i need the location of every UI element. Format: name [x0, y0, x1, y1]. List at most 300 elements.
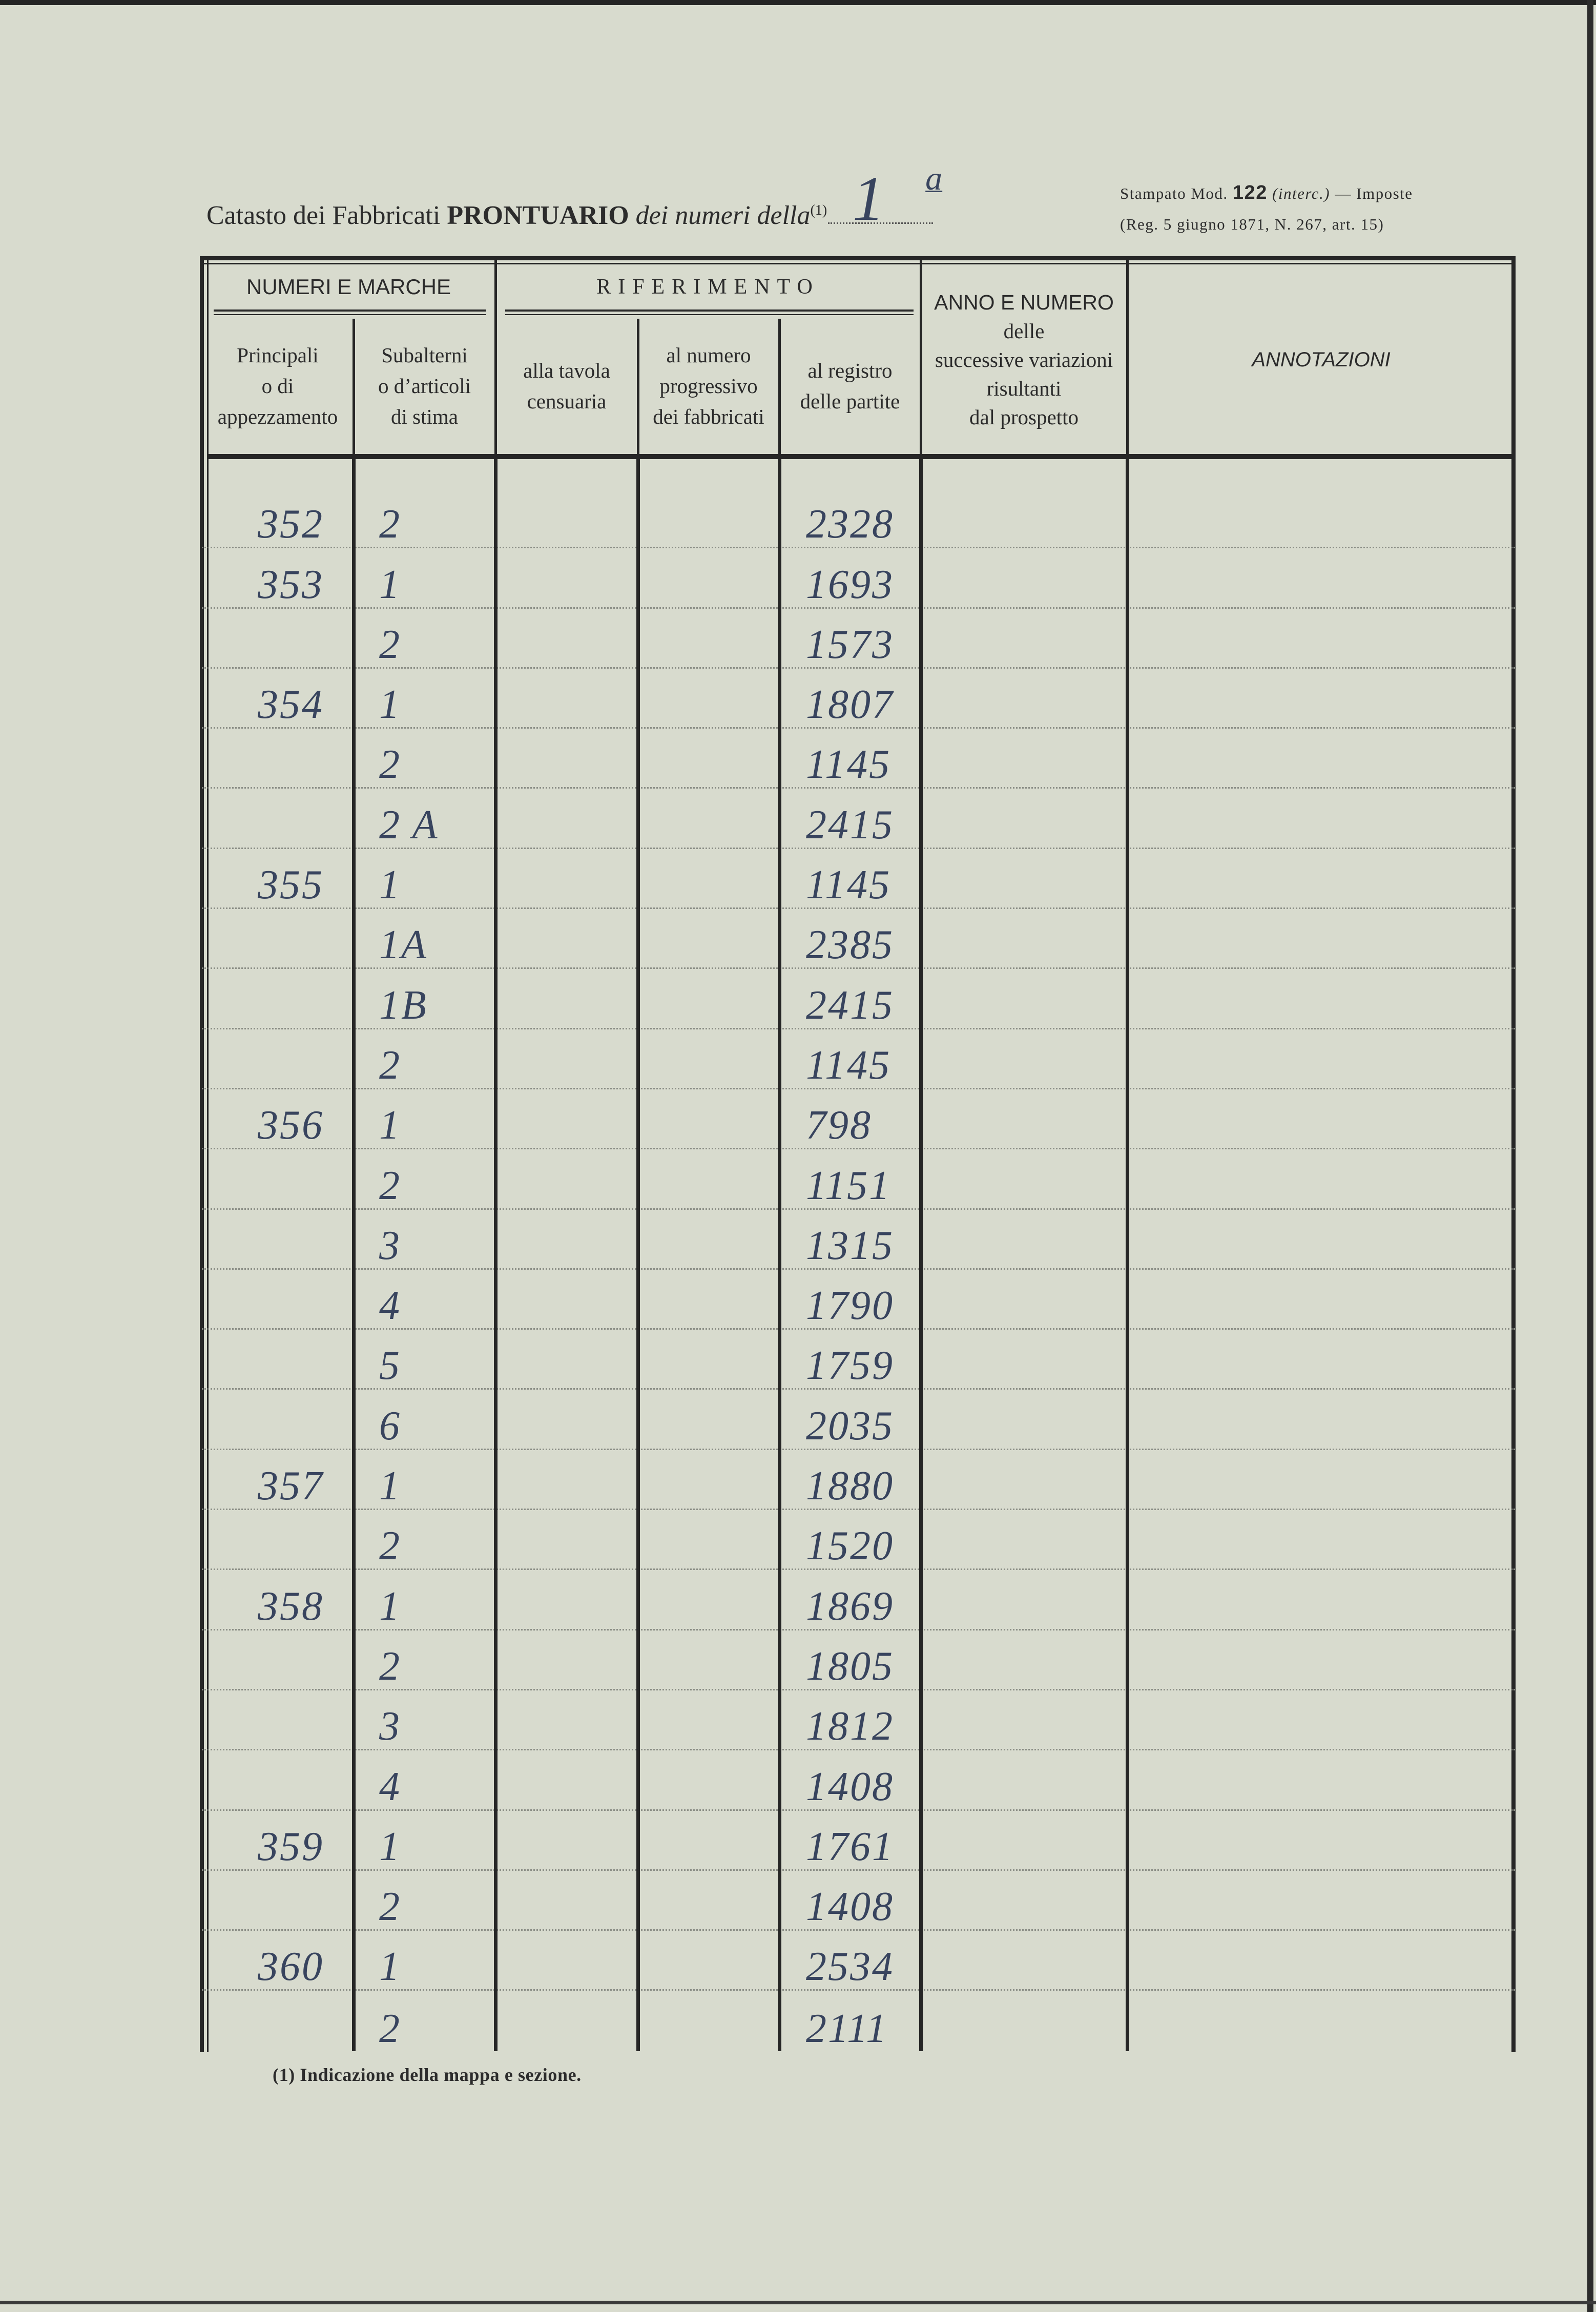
principale-cell [202, 849, 354, 907]
subalterno-cell [354, 1811, 495, 1869]
variazioni-cell [921, 1029, 1127, 1088]
table-row [202, 729, 1515, 789]
handwritten-subalterno: 3 [379, 1223, 401, 1268]
variazioni-cell [921, 1089, 1127, 1148]
column-rule [1126, 259, 1129, 456]
subalterno-cell [354, 1149, 495, 1208]
handwritten-registro: 1408 [806, 1764, 894, 1809]
principale-cell [202, 1871, 354, 1929]
registro-cell [779, 789, 921, 847]
title-prontuario: PRONTUARIO [447, 201, 629, 230]
tavola-cell [495, 969, 638, 1027]
handwritten-registro: 1573 [806, 622, 894, 667]
header-tavola-line: censuaria [527, 389, 607, 413]
tavola-cell [495, 1510, 638, 1568]
principale-cell [202, 609, 354, 667]
tavola-cell [495, 1210, 638, 1268]
registro-cell [779, 1270, 921, 1328]
tavola-cell [495, 1330, 638, 1388]
handwritten-subalterno: 2 [379, 1643, 401, 1689]
annotazioni-cell [1127, 1270, 1515, 1328]
table-row [202, 1931, 1515, 1991]
header-tavola [495, 319, 638, 453]
registro-cell [779, 1630, 921, 1689]
variazioni-cell [921, 1991, 1127, 2051]
variazioni-cell [921, 1330, 1127, 1388]
section-leader [828, 160, 943, 234]
table-row [202, 1991, 1515, 2051]
header-principali [202, 319, 354, 453]
header-separator [209, 454, 1511, 459]
registro-cell [779, 969, 921, 1027]
subalterno-cell [354, 1450, 495, 1509]
handwritten-registro: 1790 [806, 1283, 894, 1329]
column-rule [637, 319, 639, 456]
variazioni-cell [921, 1390, 1127, 1448]
handwritten-subalterno: 2 A [379, 802, 439, 848]
table-row [202, 1390, 1515, 1450]
progressivo-cell [638, 1390, 779, 1448]
subalterno-cell [354, 609, 495, 667]
column-rule [778, 459, 781, 2051]
principale-cell [202, 789, 354, 847]
registro-cell [779, 1690, 921, 1749]
table-body [202, 488, 1515, 2051]
subalterno-cell [354, 789, 495, 847]
variazioni-cell [921, 1510, 1127, 1568]
table-row [202, 1270, 1515, 1330]
registro-cell [779, 1390, 921, 1448]
print-info-model: 122 [1232, 182, 1268, 203]
tavola-cell [495, 1390, 638, 1448]
subalterno-cell [354, 669, 495, 727]
header-progressivo [638, 319, 779, 453]
subalterno-cell [354, 1089, 495, 1148]
footnote: (1) Indicazione della mappa e sezione. [273, 2065, 582, 2085]
table-row [202, 1330, 1515, 1390]
progressivo-cell [638, 969, 779, 1027]
progressivo-cell [638, 1270, 779, 1328]
annotazioni-cell [1127, 1991, 1515, 2051]
annotazioni-cell [1127, 488, 1515, 547]
progressivo-cell [638, 1450, 779, 1509]
handwritten-registro: 2415 [806, 982, 894, 1028]
principale-cell [202, 969, 354, 1027]
column-rule [352, 459, 356, 2051]
column-rule [353, 319, 355, 456]
tavola-cell [495, 849, 638, 907]
handwritten-registro: 2415 [806, 802, 894, 848]
table-row [202, 1089, 1515, 1149]
progressivo-cell [638, 1149, 779, 1208]
column-rule [494, 259, 497, 456]
table-top-border-thin [200, 263, 1516, 264]
handwritten-registro: 2111 [806, 2006, 888, 2051]
header-riferimento-underline [505, 309, 914, 315]
annotazioni-cell [1127, 669, 1515, 727]
registro-cell [779, 1570, 921, 1628]
handwritten-subalterno: 1B [379, 982, 428, 1028]
registro-cell [779, 1871, 921, 1929]
subalterno-cell [354, 849, 495, 907]
handwritten-subalterno: 1 [379, 1103, 401, 1148]
annotazioni-cell [1127, 1690, 1515, 1749]
handwritten-subalterno: 1 [379, 1463, 401, 1509]
handwritten-registro: 2534 [806, 1944, 894, 1990]
handwritten-subalterno: 1 [379, 862, 401, 908]
variazioni-cell [921, 1630, 1127, 1689]
principale-cell [202, 1630, 354, 1689]
progressivo-cell [638, 1871, 779, 1929]
tavola-cell [495, 1270, 638, 1328]
progressivo-cell [638, 488, 779, 547]
print-info-stampato: Stampato Mod. [1120, 184, 1228, 202]
handwritten-registro: 2035 [806, 1403, 894, 1449]
variazioni-cell [921, 488, 1127, 547]
variazioni-cell [921, 548, 1127, 607]
header-riferimento: RIFERIMENTO [596, 275, 820, 299]
tavola-cell [495, 1089, 638, 1148]
handwritten-registro: 1408 [806, 1884, 894, 1930]
annotazioni-cell [1127, 1390, 1515, 1448]
handwritten-registro: 1145 [806, 742, 892, 788]
principale-cell [202, 1390, 354, 1448]
handwritten-subalterno: 6 [379, 1403, 401, 1449]
tavola-cell [495, 1811, 638, 1869]
variazioni-cell [921, 1871, 1127, 1929]
progressivo-cell [638, 1570, 779, 1628]
progressivo-cell [638, 909, 779, 967]
variazioni-cell [921, 909, 1127, 967]
header-annotazioni: ANNOTAZIONI [1252, 348, 1391, 371]
registro-cell [779, 729, 921, 787]
principale-cell [202, 548, 354, 607]
header-variazioni-line: dal prospetto [969, 405, 1079, 429]
progressivo-cell [638, 1089, 779, 1148]
tavola-cell [495, 1991, 638, 2051]
header-variazioni-line: delle [1003, 319, 1045, 343]
principale-cell [202, 1690, 354, 1749]
handwritten-principale: 357 [258, 1463, 324, 1509]
registro-cell [779, 1149, 921, 1208]
tavola-cell [495, 1570, 638, 1628]
handwritten-registro: 2385 [806, 922, 894, 968]
progressivo-cell [638, 1029, 779, 1088]
annotazioni-cell [1127, 1510, 1515, 1568]
progressivo-cell [638, 1330, 779, 1388]
header-tavola-line: alla tavola [523, 359, 610, 382]
annotazioni-cell [1127, 849, 1515, 907]
handwritten-principale: 354 [258, 682, 324, 728]
handwritten-registro: 1805 [806, 1643, 894, 1689]
variazioni-cell [921, 1210, 1127, 1268]
progressivo-cell [638, 789, 779, 847]
subalterno-cell [354, 909, 495, 967]
variazioni-cell [921, 1750, 1127, 1809]
progressivo-cell [638, 849, 779, 907]
annotazioni-cell [1127, 1330, 1515, 1388]
subalterno-cell [354, 729, 495, 787]
registro-cell [779, 849, 921, 907]
progressivo-cell [638, 669, 779, 727]
table-row [202, 1149, 1515, 1209]
table-row [202, 849, 1515, 909]
variazioni-cell [921, 1931, 1127, 1989]
principale-cell [202, 1991, 354, 2051]
header-subalterni-line: o d’articoli [378, 374, 471, 398]
handwritten-principale: 359 [258, 1824, 324, 1869]
progressivo-cell [638, 609, 779, 667]
progressivo-cell [638, 1630, 779, 1689]
column-rule [919, 459, 923, 2051]
tavola-cell [495, 609, 638, 667]
tavola-cell [495, 1931, 638, 1989]
subalterno-cell [354, 1390, 495, 1448]
column-rule [494, 459, 498, 2051]
principale-cell [202, 488, 354, 547]
registro-cell [779, 1330, 921, 1388]
variazioni-cell [921, 789, 1127, 847]
principale-cell [202, 1089, 354, 1148]
variazioni-cell [921, 1570, 1127, 1628]
table-row [202, 609, 1515, 669]
column-rule [636, 459, 640, 2051]
handwritten-subalterno: 3 [379, 1704, 401, 1749]
annotazioni-cell [1127, 609, 1515, 667]
tavola-cell [495, 488, 638, 547]
subalterno-cell [354, 1570, 495, 1628]
variazioni-cell [921, 969, 1127, 1027]
principale-cell [202, 669, 354, 727]
subalterno-cell [354, 1630, 495, 1689]
progressivo-cell [638, 1510, 779, 1568]
principale-cell [202, 1149, 354, 1208]
table-row [202, 1630, 1515, 1690]
document-title [206, 160, 943, 234]
header-principali-line: appezzamento [217, 405, 338, 428]
print-info-interc: (interc.) [1272, 184, 1331, 202]
annotazioni-cell [1127, 969, 1515, 1027]
handwritten-subalterno: 2 [379, 622, 401, 667]
table-row [202, 1871, 1515, 1931]
variazioni-cell [921, 849, 1127, 907]
variazioni-cell [921, 1270, 1127, 1328]
principale-cell [202, 1330, 354, 1388]
handwritten-registro: 1759 [806, 1343, 894, 1389]
handwritten-subalterno: 4 [379, 1283, 401, 1329]
progressivo-cell [638, 1690, 779, 1749]
header-subalterni-line: Subalterni [381, 343, 468, 367]
footnote-reference: (1) [810, 202, 827, 218]
header-variazioni-line: ANNO E NUMERO [934, 291, 1114, 314]
handwritten-principale: 356 [258, 1103, 324, 1148]
subalterno-cell [354, 1510, 495, 1568]
column-rule [920, 259, 922, 456]
handwritten-registro: 1812 [806, 1704, 894, 1749]
tavola-cell [495, 669, 638, 727]
registro-cell [779, 909, 921, 967]
principale-cell [202, 1931, 354, 1989]
tavola-cell [495, 1450, 638, 1509]
header-variazioni [921, 265, 1127, 454]
table-row [202, 789, 1515, 849]
subalterno-cell [354, 969, 495, 1027]
table-row [202, 669, 1515, 729]
table-row [202, 1029, 1515, 1089]
principale-cell [202, 1450, 354, 1509]
handwritten-registro: 1145 [806, 1042, 892, 1088]
table-row [202, 1450, 1515, 1510]
registro-cell [779, 1991, 921, 2051]
print-info-imposte: — Imposte [1335, 184, 1413, 202]
principale-cell [202, 909, 354, 967]
annotazioni-cell [1127, 789, 1515, 847]
annotazioni-cell [1127, 729, 1515, 787]
header-variazioni-line: successive variazioni [935, 348, 1113, 371]
handwritten-registro: 1880 [806, 1463, 894, 1509]
progressivo-cell [638, 1210, 779, 1268]
header-numeri-underline [214, 309, 486, 315]
title-catasto: Catasto dei Fabbricati [206, 201, 441, 230]
subalterno-cell [354, 1871, 495, 1929]
handwritten-registro: 1869 [806, 1583, 894, 1629]
print-info-regulation: (Reg. 5 giugno 1871, N. 267, art. 15) [1120, 215, 1384, 233]
handwritten-subalterno: 2 [379, 502, 401, 547]
handwritten-subalterno: 1 [379, 562, 401, 607]
principale-cell [202, 729, 354, 787]
tavola-cell [495, 1149, 638, 1208]
table-row [202, 909, 1515, 969]
handwritten-subalterno: 2 [379, 1884, 401, 1930]
table-row [202, 1510, 1515, 1570]
variazioni-cell [921, 729, 1127, 787]
handwritten-registro: 1315 [806, 1223, 894, 1268]
subalterno-cell [354, 1029, 495, 1088]
table-row [202, 1210, 1515, 1270]
handwritten-subalterno: 1 [379, 1583, 401, 1629]
subalterno-cell [354, 1931, 495, 1989]
handwritten-subalterno: 2 [379, 1163, 401, 1208]
handwritten-registro: 1807 [806, 682, 894, 728]
header-progressivo-line: progressivo [659, 374, 758, 398]
annotazioni-cell [1127, 1750, 1515, 1809]
header-registro-line: al registro [807, 359, 893, 382]
annotazioni-cell [1127, 1570, 1515, 1628]
scan-edge-top [0, 0, 1596, 5]
progressivo-cell [638, 1931, 779, 1989]
handwritten-subalterno: 1 [379, 682, 401, 728]
tavola-cell [495, 1750, 638, 1809]
principale-cell [202, 1270, 354, 1328]
header-principali-line: Principali [237, 343, 319, 367]
handwritten-subalterno: 5 [379, 1343, 401, 1389]
tavola-cell [495, 1690, 638, 1749]
variazioni-cell [921, 1811, 1127, 1869]
handwritten-principale: 358 [258, 1583, 324, 1629]
variazioni-cell [921, 669, 1127, 727]
table-row [202, 1690, 1515, 1750]
header-variazioni-line: risultanti [986, 377, 1062, 400]
subalterno-cell [354, 548, 495, 607]
title-numeri: dei numeri della [635, 201, 811, 230]
handwritten-subalterno: 1 [379, 1944, 401, 1990]
variazioni-cell [921, 1450, 1127, 1509]
column-rule [1126, 459, 1129, 2051]
handwritten-registro: 1151 [806, 1163, 892, 1208]
subalterno-cell [354, 1330, 495, 1388]
subalterno-cell [354, 488, 495, 547]
annotazioni-cell [1127, 1450, 1515, 1509]
table-row [202, 548, 1515, 608]
annotazioni-cell [1127, 1089, 1515, 1148]
variazioni-cell [921, 609, 1127, 667]
registro-cell [779, 1750, 921, 1809]
handwritten-subalterno: 2 [379, 1523, 401, 1569]
tavola-cell [495, 789, 638, 847]
variazioni-cell [921, 1149, 1127, 1208]
progressivo-cell [638, 1991, 779, 2051]
handwritten-registro: 1145 [806, 862, 892, 908]
principale-cell [202, 1210, 354, 1268]
table-top-border [200, 256, 1516, 260]
handwritten-subalterno: 1 [379, 1824, 401, 1869]
principale-cell [202, 1750, 354, 1809]
annotazioni-cell [1127, 1630, 1515, 1689]
registro-cell [779, 1210, 921, 1268]
table-row [202, 1570, 1515, 1630]
table-row [202, 488, 1515, 548]
header-progressivo-line: al numero [666, 343, 751, 367]
registro-cell [779, 1811, 921, 1869]
principale-cell [202, 1811, 354, 1869]
annotazioni-cell [1127, 1210, 1515, 1268]
column-rule [778, 319, 781, 456]
table-row [202, 1811, 1515, 1871]
variazioni-cell [921, 1690, 1127, 1749]
handwritten-principale: 355 [258, 862, 324, 908]
progressivo-cell [638, 729, 779, 787]
tavola-cell [495, 1630, 638, 1689]
handwritten-subalterno: 2 [379, 742, 401, 788]
annotazioni-cell [1127, 1029, 1515, 1088]
scan-edge-right [1587, 0, 1593, 2312]
registro-cell [779, 1029, 921, 1088]
subalterno-cell [354, 1991, 495, 2051]
header-numeri-e-marche: NUMERI E MARCHE [246, 275, 451, 299]
handwritten-subalterno: 4 [379, 1764, 401, 1809]
handwritten-subalterno: 2 [379, 2006, 401, 2051]
handwritten-principale: 352 [258, 502, 324, 547]
subalterno-cell [354, 1270, 495, 1328]
handwritten-principale: 360 [258, 1944, 324, 1990]
principale-cell [202, 1029, 354, 1088]
tavola-cell [495, 1871, 638, 1929]
header-progressivo-line: dei fabbricati [653, 405, 764, 428]
tavola-cell [495, 1029, 638, 1088]
print-info [1120, 177, 1413, 240]
table-row [202, 1750, 1515, 1810]
tavola-cell [495, 548, 638, 607]
progressivo-cell [638, 548, 779, 607]
registro-cell [779, 1931, 921, 1989]
annotazioni-cell [1127, 1871, 1515, 1929]
tavola-cell [495, 729, 638, 787]
registro-cell [779, 1089, 921, 1148]
annotazioni-cell [1127, 1931, 1515, 1989]
header-subalterni [354, 319, 495, 453]
handwritten-section-suffix: a [925, 160, 943, 197]
handwritten-registro: 798 [806, 1103, 872, 1148]
